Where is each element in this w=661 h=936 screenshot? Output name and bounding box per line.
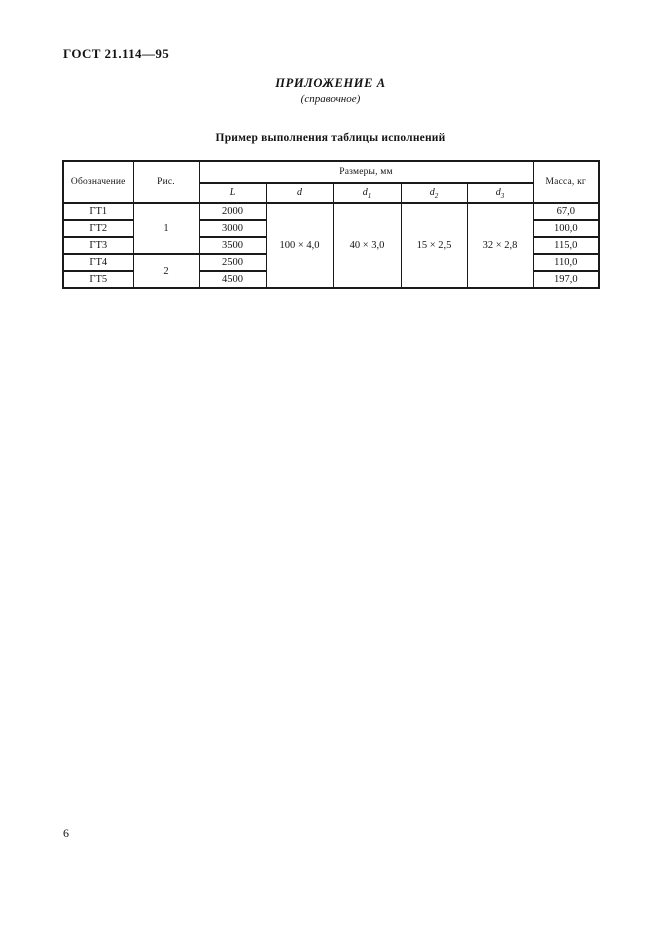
cell-length: 3000	[199, 220, 266, 237]
executions-table	[62, 160, 600, 289]
col-header-dim-d	[266, 183, 333, 203]
cell-dim-d: 100 × 4,0	[266, 203, 333, 288]
cell-designation: ГТ3	[63, 237, 133, 254]
appendix-note: (справочное)	[300, 93, 361, 105]
dim-subscript: 1	[367, 191, 372, 200]
col-header-mass: Масса, кг	[533, 161, 599, 203]
cell-dim-d2: 15 × 2,5	[401, 203, 467, 288]
cell-designation: ГТ4	[63, 254, 133, 271]
col-header-dim-d2	[401, 183, 467, 203]
page-number: 6	[63, 826, 69, 840]
standard-number: ГОСТ 21.114—95	[63, 46, 170, 61]
cell-figure-group-1: 1	[133, 203, 199, 254]
cell-length: 2500	[199, 254, 266, 271]
cell-dim-d1: 40 × 3,0	[333, 203, 401, 288]
cell-mass: 67,0	[533, 203, 599, 220]
dim-label: d	[429, 186, 435, 198]
cell-designation: ГТ5	[63, 271, 133, 288]
col-header-dim-L	[199, 183, 266, 203]
dim-label: L	[229, 186, 236, 198]
cell-length: 4500	[199, 271, 266, 288]
header-row-1	[63, 161, 599, 183]
col-header-dimensions-group: Размеры, мм	[199, 161, 533, 183]
col-header-figure: Рис.	[133, 161, 199, 203]
dim-subscript: 2	[434, 191, 439, 200]
dim-label: d	[297, 186, 302, 198]
cell-dim-d3: 32 × 2,8	[467, 203, 533, 288]
cell-mass: 100,0	[533, 220, 599, 237]
dim-subscript: 3	[500, 191, 505, 200]
dim-label: d	[495, 186, 501, 198]
cell-designation: ГТ2	[63, 220, 133, 237]
col-header-dim-d3	[467, 183, 533, 203]
cell-mass: 115,0	[533, 237, 599, 254]
dim-label: d	[362, 186, 368, 198]
col-header-designation: Обозначение	[63, 161, 133, 203]
cell-figure-group-2: 2	[133, 254, 199, 288]
table-title: Пример выполнения таблицы исполнений	[215, 132, 446, 144]
cell-length: 2000	[199, 203, 266, 220]
appendix-block	[0, 76, 661, 105]
cell-mass: 110,0	[533, 254, 599, 271]
col-header-dim-d1	[333, 183, 401, 203]
cell-length: 3500	[199, 237, 266, 254]
appendix-heading: ПРИЛОЖЕНИЕ А	[275, 76, 386, 90]
cell-designation: ГТ1	[63, 203, 133, 220]
cell-mass: 197,0	[533, 271, 599, 288]
table-row	[63, 203, 599, 220]
